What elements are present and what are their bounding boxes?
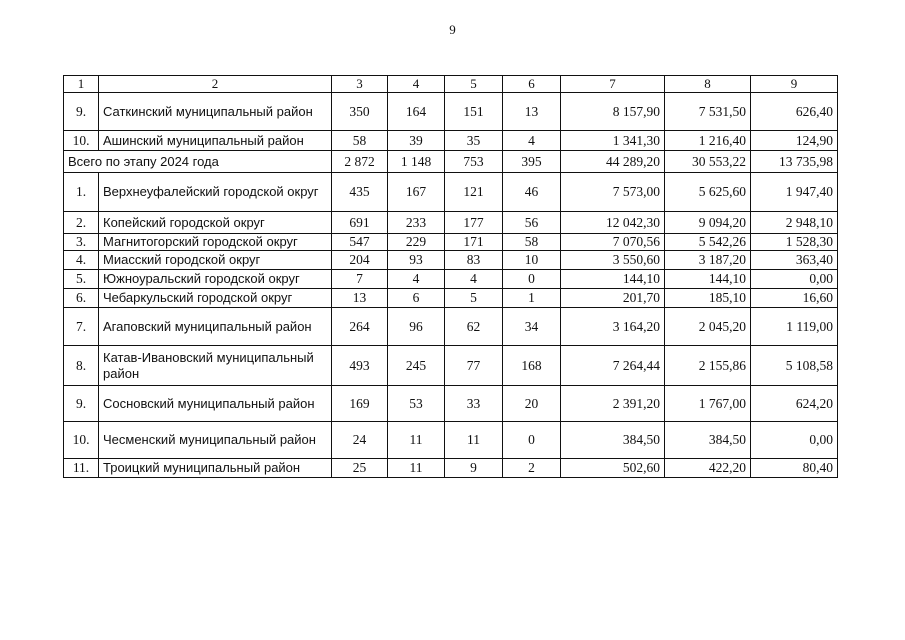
column-header: 6	[503, 76, 561, 93]
table-row	[64, 270, 838, 289]
cell-amount: 3 550,60	[561, 251, 665, 270]
cell-amount: 1 767,00	[665, 386, 751, 422]
cell-amount: 7 573,00	[561, 173, 665, 212]
table-row	[64, 386, 838, 422]
cell-amount: 201,70	[561, 289, 665, 308]
district-name: Миасский городской округ	[99, 251, 332, 270]
column-header: 2	[99, 76, 332, 93]
district-name: Чебаркульский городской округ	[99, 289, 332, 308]
district-name: Агаповский муниципальный район	[99, 308, 332, 346]
cell-count: 4	[445, 270, 503, 289]
cell-count: 11	[388, 422, 445, 459]
cell-count: 13	[332, 289, 388, 308]
cell-count: 62	[445, 308, 503, 346]
total-row	[64, 151, 838, 173]
cell-count: 204	[332, 251, 388, 270]
column-header: 3	[332, 76, 388, 93]
table-row	[64, 289, 838, 308]
table-row	[64, 173, 838, 212]
cell-count: 46	[503, 173, 561, 212]
cell-amount: 1 216,40	[665, 131, 751, 151]
cell-count: 0	[503, 422, 561, 459]
cell-amount: 144,10	[665, 270, 751, 289]
cell-amount: 144,10	[561, 270, 665, 289]
cell-amount: 9 094,20	[665, 212, 751, 234]
cell-amount: 124,90	[751, 131, 838, 151]
cell-count: 169	[332, 386, 388, 422]
districts-table	[63, 75, 838, 478]
cell-count: 0	[503, 270, 561, 289]
cell-count: 547	[332, 234, 388, 251]
cell-amount: 384,50	[665, 422, 751, 459]
cell-count: 167	[388, 173, 445, 212]
cell-count: 35	[445, 131, 503, 151]
cell-count: 164	[388, 93, 445, 131]
row-number: 10.	[64, 422, 99, 459]
cell-count: 24	[332, 422, 388, 459]
cell-count: 11	[388, 459, 445, 478]
cell-count: 5	[445, 289, 503, 308]
column-header: 7	[561, 76, 665, 93]
column-header: 5	[445, 76, 503, 93]
cell-count: 229	[388, 234, 445, 251]
table-row	[64, 234, 838, 251]
cell-amount: 384,50	[561, 422, 665, 459]
cell-count: 10	[503, 251, 561, 270]
district-name: Катав-Ивановский муниципальный район	[99, 346, 332, 386]
cell-amount: 422,20	[665, 459, 751, 478]
district-name: Чесменский муниципальный район	[99, 422, 332, 459]
district-name: Магнитогорский городской округ	[99, 234, 332, 251]
cell-amount: 3 187,20	[665, 251, 751, 270]
cell-amount: 624,20	[751, 386, 838, 422]
cell-count: 233	[388, 212, 445, 234]
cell-amount: 1 947,40	[751, 173, 838, 212]
cell-count: 7	[332, 270, 388, 289]
cell-amount: 80,40	[751, 459, 838, 478]
table-row	[64, 93, 838, 131]
row-number: 9.	[64, 386, 99, 422]
cell-amount: 2 155,86	[665, 346, 751, 386]
cell-count: 6	[388, 289, 445, 308]
cell-amount: 3 164,20	[561, 308, 665, 346]
cell-count: 13	[503, 93, 561, 131]
cell-amount: 626,40	[751, 93, 838, 131]
cell-amount: 30 553,22	[665, 151, 751, 173]
district-name: Саткинский муниципальный район	[99, 93, 332, 131]
cell-count: 171	[445, 234, 503, 251]
cell-count: 691	[332, 212, 388, 234]
cell-count: 11	[445, 422, 503, 459]
cell-count: 83	[445, 251, 503, 270]
cell-amount: 1 528,30	[751, 234, 838, 251]
district-name: Ашинский муниципальный район	[99, 131, 332, 151]
cell-amount: 5 108,58	[751, 346, 838, 386]
cell-amount: 7 264,44	[561, 346, 665, 386]
column-header: 4	[388, 76, 445, 93]
district-name: Верхнеуфалейский городской округ	[99, 173, 332, 212]
cell-count: 9	[445, 459, 503, 478]
cell-count: 53	[388, 386, 445, 422]
cell-count: 93	[388, 251, 445, 270]
row-number: 6.	[64, 289, 99, 308]
cell-count: 96	[388, 308, 445, 346]
cell-count: 395	[503, 151, 561, 173]
table-row	[64, 346, 838, 386]
row-number: 1.	[64, 173, 99, 212]
cell-count: 435	[332, 173, 388, 212]
row-number: 5.	[64, 270, 99, 289]
column-header: 8	[665, 76, 751, 93]
cell-count: 1 148	[388, 151, 445, 173]
cell-count: 121	[445, 173, 503, 212]
cell-count: 77	[445, 346, 503, 386]
cell-count: 4	[503, 131, 561, 151]
page-number: 9	[449, 22, 456, 37]
cell-amount: 0,00	[751, 422, 838, 459]
cell-count: 25	[332, 459, 388, 478]
row-number: 3.	[64, 234, 99, 251]
cell-count: 1	[503, 289, 561, 308]
column-header: 9	[751, 76, 838, 93]
cell-amount: 363,40	[751, 251, 838, 270]
row-number: 2.	[64, 212, 99, 234]
row-number: 8.	[64, 346, 99, 386]
cell-count: 350	[332, 93, 388, 131]
cell-amount: 185,10	[665, 289, 751, 308]
cell-count: 151	[445, 93, 503, 131]
total-label: Всего по этапу 2024 года	[64, 151, 332, 173]
row-number: 4.	[64, 251, 99, 270]
cell-amount: 7 070,56	[561, 234, 665, 251]
cell-count: 177	[445, 212, 503, 234]
cell-amount: 1 341,30	[561, 131, 665, 151]
row-number: 9.	[64, 93, 99, 131]
table-row	[64, 131, 838, 151]
table-row	[64, 212, 838, 234]
cell-amount: 8 157,90	[561, 93, 665, 131]
cell-amount: 44 289,20	[561, 151, 665, 173]
cell-count: 58	[332, 131, 388, 151]
cell-count: 34	[503, 308, 561, 346]
cell-amount: 2 391,20	[561, 386, 665, 422]
cell-count: 33	[445, 386, 503, 422]
cell-count: 39	[388, 131, 445, 151]
cell-amount: 2 045,20	[665, 308, 751, 346]
cell-amount: 5 542,26	[665, 234, 751, 251]
cell-amount: 502,60	[561, 459, 665, 478]
cell-amount: 7 531,50	[665, 93, 751, 131]
row-number: 10.	[64, 131, 99, 151]
row-number: 7.	[64, 308, 99, 346]
row-number: 11.	[64, 459, 99, 478]
cell-count: 20	[503, 386, 561, 422]
table-row	[64, 308, 838, 346]
cell-amount: 12 042,30	[561, 212, 665, 234]
cell-count: 264	[332, 308, 388, 346]
cell-amount: 2 948,10	[751, 212, 838, 234]
cell-count: 168	[503, 346, 561, 386]
district-name: Троицкий муниципальный район	[99, 459, 332, 478]
cell-count: 245	[388, 346, 445, 386]
cell-count: 493	[332, 346, 388, 386]
cell-amount: 16,60	[751, 289, 838, 308]
cell-amount: 0,00	[751, 270, 838, 289]
table-row	[64, 251, 838, 270]
column-header: 1	[64, 76, 99, 93]
table-header-row	[64, 76, 838, 93]
cell-count: 753	[445, 151, 503, 173]
cell-count: 56	[503, 212, 561, 234]
cell-count: 4	[388, 270, 445, 289]
table-row	[64, 422, 838, 459]
table-row	[64, 459, 838, 478]
district-name: Копейский городской округ	[99, 212, 332, 234]
cell-amount: 5 625,60	[665, 173, 751, 212]
district-name: Южноуральский городской округ	[99, 270, 332, 289]
cell-count: 2 872	[332, 151, 388, 173]
cell-amount: 13 735,98	[751, 151, 838, 173]
cell-amount: 1 119,00	[751, 308, 838, 346]
cell-count: 2	[503, 459, 561, 478]
district-name: Сосновский муниципальный район	[99, 386, 332, 422]
cell-count: 58	[503, 234, 561, 251]
